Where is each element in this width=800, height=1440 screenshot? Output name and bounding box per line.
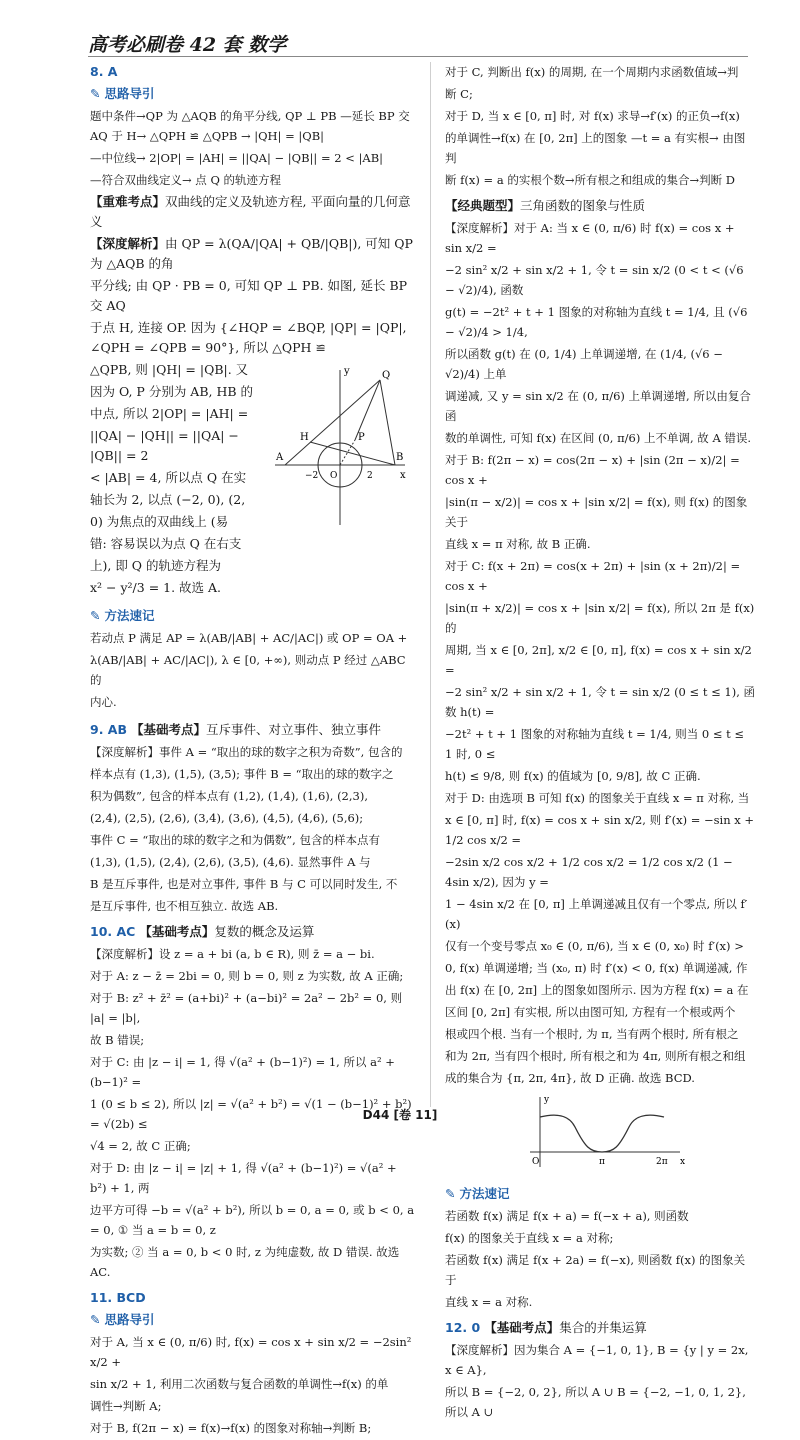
q8-analysis-line-5: 中点, 所以 2|OP| = |AH| = [90,406,249,421]
classic-text: 三角函数的图象与性质 [520,198,646,213]
q10-line-6: √4 = 2, 故 C 正确; [90,1139,191,1153]
graph-label-o: O [532,1157,540,1167]
q8-analysis-line-10: 错: 容易误以为点 Q 在右支 [90,536,242,551]
pen-icon: ✎ [445,1186,456,1201]
q8-analysis-line-1: 平分线; 由 QP · PB = 0, 可知 QP ⊥ PB. 如图, 延长 BP 交 AQ [90,278,408,313]
r-method-line-3: 直线 x = a 对称. [445,1295,533,1309]
q10-line-1: 对于 A: z − z̄ = 2bi = 0, 则 b = 0, 则 z 为实数, 故 A 正确; [90,969,404,983]
q8-text-and-figure [90,360,415,600]
q12-key-label: 【基础考点】 [484,1320,560,1335]
pen-icon: ✎ [90,86,101,101]
r-analysis-7: |sin(π − x/2)| = cos x + |sin x/2| = f(x), 则 f(x) 的图象关于 [445,495,748,529]
q12-number: 12. 0 [445,1320,481,1335]
r-cont-line-3: 的单调性→f(x) 在 [0, 2π] 上的图象 —t = a 有实根→ 由图判 [445,131,746,165]
r-method-line-1: f(x) 的图象关于直线 x = a 对称; [445,1231,614,1245]
r-method-label: 方法速记 [459,1186,510,1201]
label-p: P [358,432,365,443]
label-h: H [300,432,309,443]
q12-key-text: 集合的并集运算 [559,1320,647,1335]
classic-label: 【经典题型】 [445,198,521,213]
q8-number: 8. A [90,64,118,79]
question-11 [90,1288,415,1438]
q10-line-9: 为实数; ② 当 a = 0, b < 0 时, z 为纯虚数, 故 D 错误. 故选 AC. [90,1245,400,1279]
q11-line-3: 对于 B, f(2π − x) = f(x)→f(x) 的图象对称轴→判断 B; [90,1421,372,1435]
r-analysis-1: −2 sin² x/2 + sin x/2 + 1, 令 t = sin x/2 (0 < t < (√6 − √2)/4), 函数 [445,263,744,297]
label-a: A [276,452,284,463]
q8-analysis-line-0: 由 QP = λ(QA/|QA| + QB/|QB|), 可知 QP 为 △AQB 的角 [90,236,413,271]
line-qp [355,380,380,440]
r-analysis-6: 对于 B: f(2π − x) = cos(2π − x) + |sin (2π − x)/2| = cos x + [445,453,740,487]
r-analysis-0: 【深度解析】对于 A: 当 x ∈ (0, π/6) 时 f(x) = cos x + sin x/2 = [445,221,735,255]
q8-analysis-line-3: △QPB, 则 |QH| = |QB|. 又 [90,362,249,377]
r-method-line-0: 若函数 f(x) 满足 f(x + a) = f(−x + a), 则函数 [445,1209,689,1223]
q11-guide-label: 思路导引 [104,1312,155,1327]
r-analysis-2: g(t) = −2t² + t + 1 图象的对称轴为直线 t = 1/4, 且 (√6 − √2)/4 > 1/4, [445,305,748,339]
q8-analysis-line-6: ||QA| − |QH|| = ||QA| − |QB|| = 2 [90,428,239,463]
line-hb [310,442,395,465]
r-cont-line-1: 断 C; [445,87,473,101]
label-q: Q [382,370,391,381]
label-2: 2 [367,471,373,481]
q10-line-0: 【深度解析】设 z = a + bi (a, b ∈ R), 则 z̄ = a − bi. [90,947,375,961]
q10-key-text: 复数的概念及运算 [214,924,315,939]
q10-key-label: 【基础考点】 [139,924,215,939]
q9-line-1: 样本点有 (1,3), (1,5), (3,5); 事件 B = “取出的球的数字之 [90,767,394,781]
q9-line-0: 【深度解析】事件 A = “取出的球的数字之积为奇数”, 包含的 [90,745,403,759]
r-analysis-21: 出 f(x) 在 [0, 2π] 上的图象如图所示. 因为方程 f(x) = a 在 [445,983,749,997]
q8-key-text: 双曲线的定义及轨迹方程, 平面向量的几何意义 [90,194,411,229]
r-analysis-4: 调递减, 又 y = sin x/2 在 (0, π/6) 上单调递增, 所以由复合函 [445,389,751,423]
r-analysis-12: −2 sin² x/2 + sin x/2 + 1, 令 t = sin x/2 (0 ≤ t ≤ 1), 函数 h(t) = [445,685,756,719]
q8-method-label: 方法速记 [104,608,155,623]
r-analysis-10: |sin(π + x/2)| = cos x + |sin x/2| = f(x), 所以 2π 是 f(x) 的 [445,601,755,635]
q10-line-2: 对于 B: z² + z̄² = (a+bi)² + (a−bi)² = 2a² − 2b² = 0, 则 |a| = |b|, [90,991,403,1025]
label-x: x [400,470,406,481]
q8-method-line-2: 内心. [90,695,117,709]
q8-analysis-line-9: 0) 为焦点的双曲线上 (易 [90,514,229,529]
q8-method-line-1: λ(AB/|AB| + AC/|AC|), λ ∈ [0, +∞), 则动点 P 经过 △ABC 的 [90,653,406,687]
r-cont-line-4: 断 f(x) = a 的实根个数→所有根之和组成的集合→判断 D [445,173,735,187]
r-analysis-13: −2t² + t + 1 图象的对称轴为直线 t = 1/4, 则当 0 ≤ t ≤ 1 时, 0 ≤ [445,727,745,761]
q8-analysis-line-2: 于点 H, 连接 OP. 因为 {∠HQP = ∠BQP, |QP| = |QP|, ∠QPH = ∠QPB = 90°}, 所以 △QPH ≌ [90,320,407,355]
graph-label-y: y [544,1095,550,1105]
column-divider [430,62,431,1107]
q8-guide-line-0: 题中条件→QP 为 △AQB 的角平分线, QP ⊥ PB —延长 BP 交 AQ 于 H→ △QPH ≌ △QPB → |QH| = |QB| [90,109,410,143]
q8-guide-label: 思路导引 [104,86,155,101]
q10-line-7: 对于 D: 由 |z − i| = |z| + 1, 得 √(a² + (b−1)²) = √(a² + b²) + 1, 两 [90,1161,397,1195]
q11-line-0: 对于 A, 当 x ∈ (0, π/6) 时, f(x) = cos x + sin x/2 = −2sin² x/2 + [90,1335,412,1369]
question-8 [90,62,415,712]
q11-line-2: 调性→判断 A; [90,1399,162,1413]
r-analysis-14: h(t) ≤ 9/8, 则 f(x) 的值域为 [0, 9/8], 故 C 正确. [445,769,701,783]
q8-key-label: 【重难考点】 [90,194,166,209]
left-column [90,62,415,1440]
r-analysis-3: 所以函数 g(t) 在 (0, 1/4) 上单调递增, 在 (1/4, (√6 − √2)/4) 上单 [445,347,723,381]
line-aq [285,380,380,465]
right-column [445,62,755,1424]
r-analysis-20: 0, f(x) 单调递增; 当 (x₀, π) 时 f′(x) < 0, f(x) 单调递减, 作 [445,961,748,975]
q9-key-text: 互斥事件、对立事件、独立事件 [206,722,382,737]
cos-graph [510,1092,690,1172]
graph-label-pi: π [599,1157,605,1167]
r-cont-line-0: 对于 C, 判断出 f(x) 的周期, 在一个周期内求函数值域→判 [445,65,739,79]
r-analysis-24: 和为 2π, 当有四个根时, 所有根之和为 4π, 则所有根之和组 [445,1049,746,1063]
label-neg2: −2 [305,471,319,481]
q8-guide-line-1: —中位线→ 2|OP| = |AH| = ||QA| − |QB|| = 2 < |AB| [90,151,384,165]
q8-analysis-line-12: x² − y²/3 = 1. 故选 A. [90,580,222,595]
q9-line-6: B 是互斥事件, 也是对立事件, 事件 B 与 C 可以同时发生, 不 [90,877,398,891]
q8-analysis-line-7: < |AB| = 4, 所以点 Q 在实 [90,470,247,485]
q12-line-1: 所以 B = {−2, 0, 2}, 所以 A ∪ B = {−2, −1, 0, 1, 2}, 所以 A ∪ [445,1385,746,1419]
q9-key-label: 【基础考点】 [130,722,206,737]
q9-line-4: 事件 C = “取出的球的数字之和为偶数”, 包含的样本点有 [90,833,380,847]
label-o: O [330,471,338,481]
q9-line-7: 是互斥事件, 也不相互独立. 故选 AB. [90,899,279,913]
pen-icon: ✎ [90,608,101,623]
q8-analysis-line-8: 轴长为 2, 以点 (−2, 0), (2, [90,492,246,507]
q10-line-4: 对于 C: 由 |z − i| = 1, 得 √(a² + (b−1)²) = 1, 所以 a² + (b−1)² = [90,1055,395,1089]
r-analysis-8: 直线 x = π 对称, 故 B 正确. [445,537,591,551]
line-qb [380,380,395,465]
q9-line-5: (1,3), (1,5), (2,4), (2,6), (3,5), (4,6). 显然事件 A 与 [90,855,371,869]
graph-label-x: x [680,1157,686,1167]
label-y: y [344,366,350,377]
q9-number: 9. AB [90,722,127,737]
cos-graph-figure [445,1092,755,1178]
q10-line-8: 边平方可得 −b = √(a² + b²), 所以 b = 0, a = 0, 或 b < 0, a = 0, ① 当 a = b = 0, z [90,1203,415,1237]
r-analysis-16: x ∈ [0, π] 时, f(x) = cos x + sin x/2, 则 f′(x) = −sin x + 1/2 cos x/2 = [445,813,755,847]
r-analysis-9: 对于 C: f(x + 2π) = cos(x + 2π) + |sin (x + 2π)/2| = cos x + [445,559,741,593]
r-analysis-19: 仅有一个变号零点 x₀ ∈ (0, π/6), 当 x ∈ (0, x₀) 时 f′(x) > [445,939,744,953]
q10-line-5: 1 (0 ≤ b ≤ 2), 所以 |z| = √(a² + b²) = √(1 − (b−1)² + b²) = √(2b) ≤ [90,1097,412,1131]
r-analysis-23: 根或四个根. 当有一个根时, 为 π, 当有两个根时, 所有根之 [445,1027,739,1041]
r-method-line-2: 若函数 f(x) 满足 f(x + 2a) = f(−x), 则函数 f(x) 的图象关于 [445,1253,746,1287]
q8-analysis-line-4: 因为 O, P 分别为 AB, HB 的 [90,384,254,399]
header-rule [88,56,748,57]
r-analysis-25: 成的集合为 {π, 2π, 4π}, 故 D 正确. 故选 BCD. [445,1071,695,1085]
r-analysis-15: 对于 D: 由选项 B 可知 f(x) 的图象关于直线 x = π 对称, 当 [445,791,750,805]
r-analysis-18: 1 − 4sin x/2 在 [0, π] 上单调递减且仅有一个零点, 所以 f′(x) [445,897,748,931]
r-analysis-22: 区间 [0, 2π] 有实根, 所以由图可知, 方程有一个根或两个 [445,1005,736,1019]
q10-number: 10. AC [90,924,136,939]
page-footer: D44 [卷 11] [362,1108,438,1122]
r-analysis-11: 周期, 当 x ∈ [0, 2π], x/2 ∈ [0, π], f(x) = cos x + sin x/2 = [445,643,752,677]
label-b: B [396,452,404,463]
r-analysis-5: 数的单调性, 可知 f(x) 在区间 (0, π/6) 上不单调, 故 A 错误. [445,431,752,445]
q8-method-line-0: 若动点 P 满足 AP = λ(AB/|AB| + AC/|AC|) 或 OP = OA + [90,631,408,645]
q9-line-2: 积为偶数”, 包含的样本点有 (1,2), (1,4), (1,6), (2,3), [90,789,368,803]
question-10 [90,922,415,1282]
hyperbola-figure [270,360,410,530]
q11-number: 11. BCD [90,1290,146,1305]
question-9 [90,720,415,916]
q10-line-3: 故 B 错误; [90,1033,145,1047]
q8-analysis-line-11: 上), 即 Q 的轨迹方程为 [90,558,222,573]
q8-guide [90,84,415,104]
q9-line-3: (2,4), (2,5), (2,6), (3,4), (3,6), (4,5), (4,6), (5,6); [90,811,364,825]
r-cont-line-2: 对于 D, 当 x ∈ [0, π] 时, 对 f(x) 求导→f′(x) 的正负→f(x) [445,109,740,123]
r-analysis-17: −2sin x/2 cos x/2 + 1/2 cos x/2 = 1/2 cos x/2 (1 − 4sin x/2), 因为 y = [445,855,733,889]
q12-line-0: 【深度解析】因为集合 A = {−1, 0, 1}, B = {y | y = 2x, x ∈ A}, [445,1343,749,1377]
q8-guide-line-2: —符合双曲线定义→ 点 Q 的轨迹方程 [90,173,282,187]
q8-analysis-label: 【深度解析】 [90,236,166,251]
pen-icon: ✎ [90,1312,101,1327]
q11-line-1: sin x/2 + 1, 利用二次函数与复合函数的单调性→f(x) 的单 [90,1377,389,1391]
page-title: 高考必刷卷 42 套 数学 [88,34,287,56]
graph-label-2pi: 2π [656,1157,668,1167]
question-12 [445,1318,755,1422]
